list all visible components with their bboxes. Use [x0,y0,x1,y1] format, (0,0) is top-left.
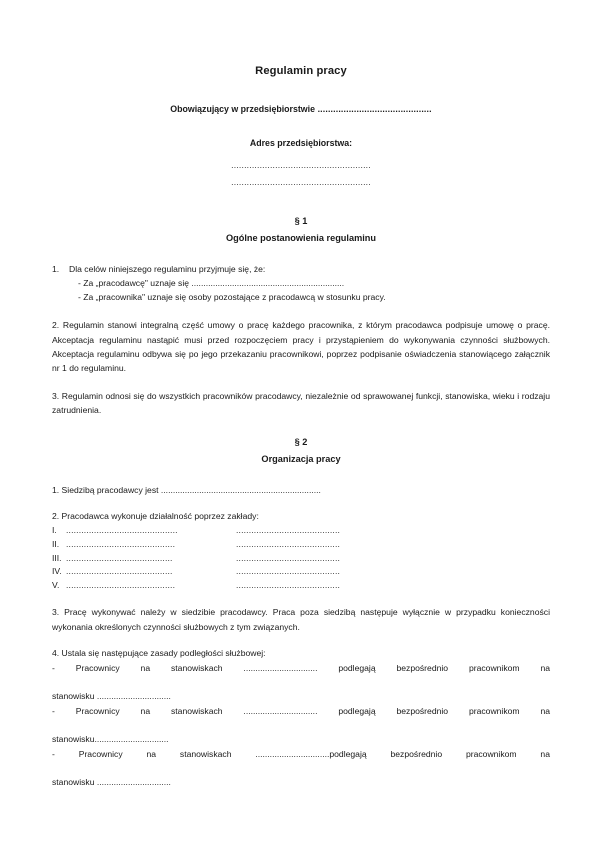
roman-numeral: I. [52,525,57,536]
roman-dots-b: ......................................... [236,579,341,590]
section-2-roman-list [52,524,550,592]
roman-list-item [52,552,550,566]
roman-numeral: V. [52,579,60,590]
address-label: Adres przedsiębiorstwa: [249,138,353,149]
section-1-item-1-text: Dla celów niniejszego regulaminu przyjmuje się, że: [69,264,266,275]
roman-dots-b: ......................................... [236,538,341,549]
subordination-bullet-1-line-2: stanowisku ............................... [52,690,171,701]
section-1-item-1 [52,263,550,277]
document-body [52,62,550,789]
roman-dots-b: ......................................... [236,525,341,536]
section-2-item-1: 1. Siedzibą pracodawcy jest ................................................................... [52,484,321,495]
roman-dots-a: .......................................... [66,552,173,563]
page-title: Regulamin pracy [255,65,347,77]
section-2-name: Organizacja pracy [261,453,341,464]
roman-dots-b: ......................................... [236,566,341,577]
subordination-bullet-2-line-2: stanowisku............................... [52,733,169,744]
roman-dots-a: ........................................... [66,538,176,549]
section-1-item-3-text: 3. Regulamin odnosi się do wszystkich pracowników pracodawcy, niezależnie od sprawowanej funkcji, stanowiska, wieku i rodzaju zatrudnienia. [52,390,550,416]
section-1-item-1-sub-2: - Za „pracownika" uznaje się osoby pozostające z pracodawcą w stosunku pracy. [78,292,386,303]
section-1-name: Ogólne postanowienia regulaminu [225,233,377,244]
roman-numeral: IV. [52,566,62,577]
section-2-item-2: 2. Pracodawca wykonuje działalność poprzez zakłady: [52,511,259,522]
section-1-item-1-marker: 1. [52,264,60,275]
roman-dots-a: ........................................... [66,579,176,590]
subordination-bullet-2-line-1: - Pracownicy na stanowiskach ............................... podlegają bezpośrednio pracownikom na [52,705,550,716]
applies-to-dots: ............................................ [314,104,432,115]
section-2-number: § 2 [294,436,308,447]
roman-dots-b: ......................................... [236,552,341,563]
roman-numeral: II. [52,538,60,549]
roman-dots-a: ............................................ [66,525,178,536]
section-2-item-3: 3. Pracę wykonywać należy w siedzibie pracodawcy. Praca poza siedzibą następuje wyłącznie w przypadku konieczności wykonania określonych czynności służbowych z tym związanych. [52,607,550,632]
section-2-subordination-bullets [52,661,550,789]
subordination-bullet-3-line-2: stanowisku ............................... [52,776,171,787]
roman-list-item [52,579,550,593]
section-1-number: § 1 [294,216,308,227]
roman-list-item [52,565,550,579]
subordination-bullet-1-line-1: - Pracownicy na stanowiskach ............................... podlegają bezpośrednio pracownikom na [52,663,550,674]
section-2-item-4-intro: 4. Ustala się następujące zasady podległości służbowej: [52,648,266,659]
address-dots-line-2: ...................................................... [231,176,371,187]
section-1-item-1-sub-1: - Za „pracodawcę" uznaje się ................................................................ [78,278,345,289]
subordination-bullet-3-line-1: - Pracownicy na stanowiskach ...............................podlegają bezpośrednio pracownikom na [52,748,550,759]
roman-list-item [52,538,550,552]
roman-dots-a: .......................................... [66,566,173,577]
applies-to-label: Obowiązujący w przedsiębiorstwie [170,104,315,115]
section-1-item-2-text: 2. Regulamin stanowi integralną część umowy o pracę każdego pracownika, z którym pracodawca podpisuje umowę o pracę. Akceptacja regulaminu nastąpić musi przed rozpoczęciem pracy i przystąpieniem do wykonywania czynności służbowych. Akceptacja regulaminu odbywa się po jego przekazaniu pracownikowi, poprzez podpisanie oświadczenia stanowiącego załącznik nr 1 do regulaminu. [52,320,550,374]
roman-list-item [52,524,550,538]
address-dots-line-1: ...................................................... [231,159,371,170]
roman-numeral: III. [52,552,62,563]
applies-to-line [52,102,550,116]
